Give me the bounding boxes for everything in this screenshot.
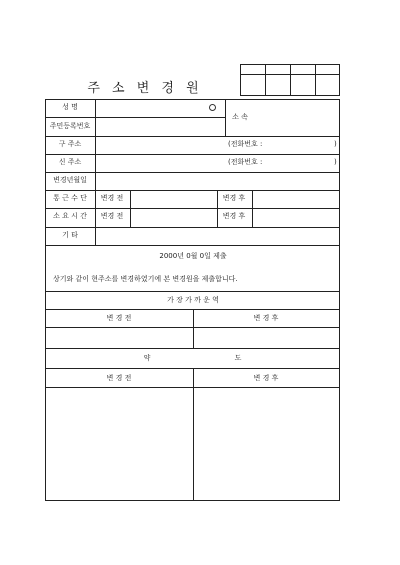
row-rule xyxy=(45,136,340,137)
affiliation-label: 소 속 xyxy=(232,113,248,121)
approval-box-col xyxy=(290,64,291,96)
row-rule xyxy=(45,348,340,349)
commute-after-label: 변경 후 xyxy=(222,194,246,202)
map-label-left: 약 xyxy=(143,354,151,362)
commute-before-label: 변경 전 xyxy=(100,194,124,202)
row-rule xyxy=(45,291,340,292)
station-divider-rule xyxy=(193,309,194,348)
old-phone-label: (전화번호 : xyxy=(228,140,263,148)
after-label-right-rule xyxy=(252,190,253,227)
nearest-station-label: 가 장 가 까 운 역 xyxy=(167,296,219,304)
approval-box-col xyxy=(265,64,266,96)
row-rule xyxy=(45,172,340,173)
name-label: 성 명 xyxy=(62,103,78,111)
resident-id-label: 주민등록번호 xyxy=(49,122,91,130)
affiliation-column-rule xyxy=(225,99,226,136)
declaration-statement: 상기와 같이 현주소를 변경하였기에 본 변경원을 제출합니다. xyxy=(53,275,238,283)
old-address-label: 구 주소 xyxy=(58,140,82,148)
row-rule xyxy=(45,117,225,118)
station-after-label: 변 경 후 xyxy=(253,314,279,322)
time-after-label: 변경 후 xyxy=(222,212,246,220)
map-after-label: 변 경 후 xyxy=(253,374,279,382)
row-rule xyxy=(45,190,340,191)
map-label-right: 도 xyxy=(234,354,242,362)
travel-time-label: 소 요 시 간 xyxy=(53,212,87,220)
map-divider-rule xyxy=(193,368,194,501)
old-phone-close: ) xyxy=(334,140,337,148)
station-before-label: 변 경 전 xyxy=(106,314,132,322)
before-column-rule xyxy=(130,190,131,227)
new-phone-label: (전화번호 : xyxy=(228,158,263,166)
seal-mark xyxy=(209,104,216,111)
new-phone-close: ) xyxy=(334,158,337,166)
approval-box-col xyxy=(315,64,316,96)
map-before-label: 변 경 전 xyxy=(106,374,132,382)
row-rule xyxy=(45,245,340,246)
time-before-label: 변경 전 xyxy=(100,212,124,220)
other-label: 기 타 xyxy=(62,231,78,239)
row-rule xyxy=(45,227,340,228)
commute-label: 통 근 수 단 xyxy=(53,194,87,202)
change-date-label: 변경년월일 xyxy=(53,176,87,184)
row-rule xyxy=(45,208,340,209)
submission-date: 2000년 0월 0일 제출 xyxy=(159,252,227,260)
new-address-label: 신 주소 xyxy=(58,158,82,166)
row-rule xyxy=(45,154,340,155)
label-column-rule xyxy=(95,99,96,245)
after-label-left-rule xyxy=(217,190,218,227)
form-title: 주 소 변 경 원 xyxy=(87,81,203,96)
